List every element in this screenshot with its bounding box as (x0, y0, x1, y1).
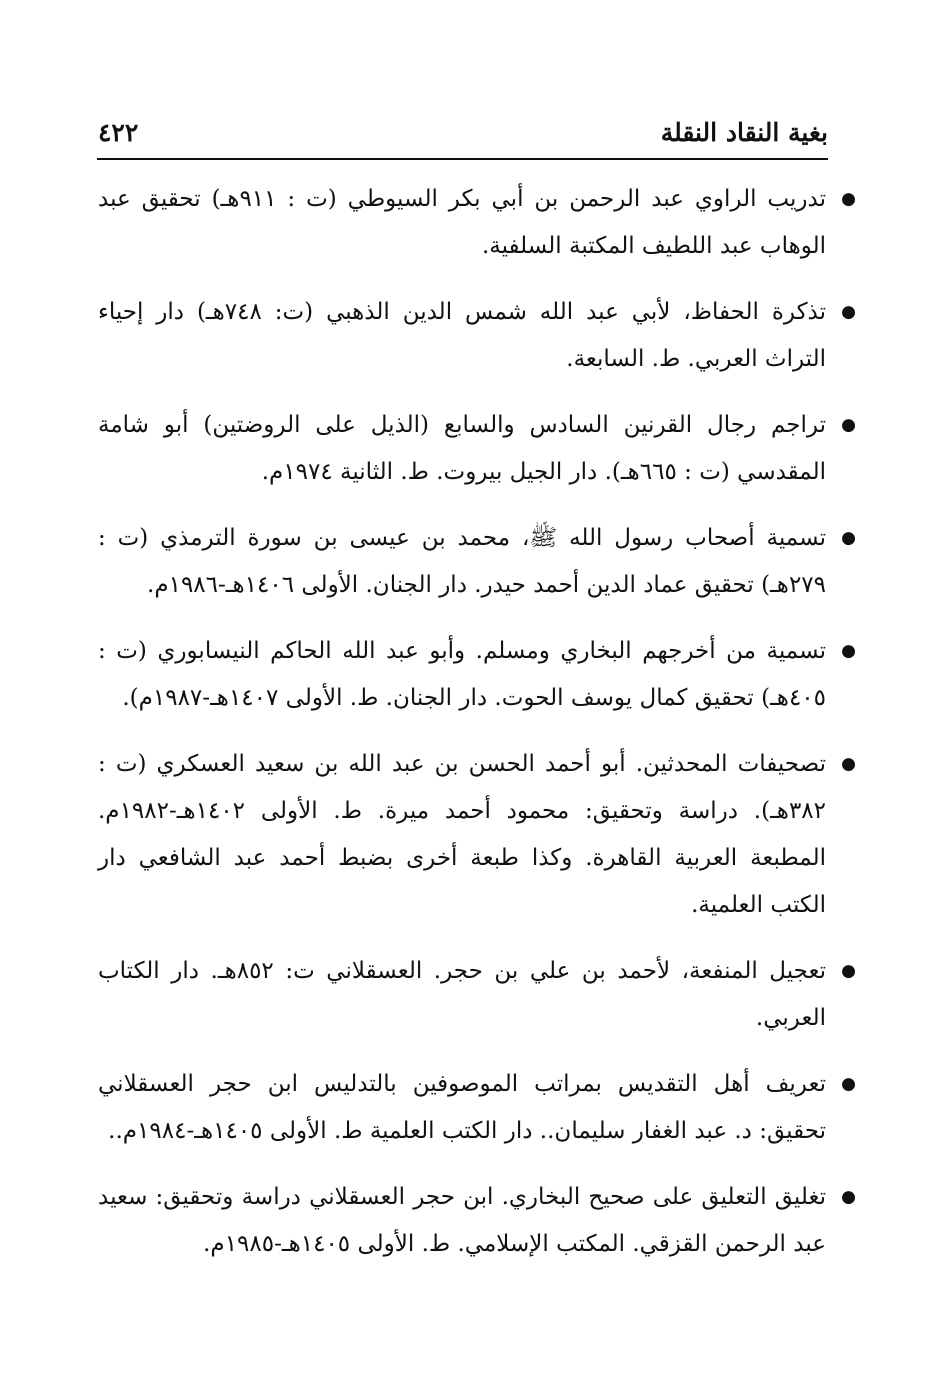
bibliography-entry (98, 628, 856, 722)
bibliography-entry (98, 176, 856, 270)
bibliography-list (98, 176, 856, 1287)
bibliography-entry (98, 515, 856, 609)
bibliography-entry (98, 1174, 856, 1268)
bullet-icon: ● (841, 1187, 856, 1207)
running-head (98, 110, 828, 154)
page-number: ٤٢٢ (98, 117, 139, 147)
bullet-icon: ● (841, 528, 856, 548)
header-rule (97, 158, 828, 160)
bullet-icon: ● (841, 754, 856, 774)
bullet-icon: ● (841, 961, 856, 981)
bibliography-entry (98, 1061, 856, 1155)
bullet-icon: ● (841, 641, 856, 661)
bullet-icon: ● (841, 302, 856, 322)
entry-text: تصحيفات المحدثين. أبو أحمد الحسن بن عبد الله بن سعيد العسكري (ت : ٣٨٢هـ). دراسة وتحقيق: محمود أحمد ميرة. ط. الأولى ١٤٠٢هـ-١٩٨٢م. المطبعة العربية القاهرة. وكذا طبعة أخرى بضبط أحمد عبد الشافعي دار الكتب العلمية. (98, 751, 826, 918)
entry-text: تسمية من أخرجهم البخاري ومسلم. وأبو عبد الله الحاكم النيسابوري (ت : ٤٠٥هـ) تحقيق كمال يوسف الحوت. دار الجنان. ط. الأولى ١٤٠٧هـ-١٩٨٧م). (98, 638, 826, 711)
bullet-icon: ● (841, 415, 856, 435)
bibliography-entry (98, 402, 856, 496)
bibliography-entry (98, 289, 856, 383)
bibliography-entry (98, 948, 856, 1042)
book-title: بغية النقاد النقلة (660, 117, 828, 147)
bullet-icon: ● (841, 189, 856, 209)
bullet-icon: ● (841, 1074, 856, 1094)
entry-text: تدريب الراوي عبد الرحمن بن أبي بكر السيوطي (ت : ٩١١هـ) تحقيق عبد الوهاب عبد اللطيف المكتبة السلفية. (98, 186, 826, 259)
entry-text: تعريف أهل التقديس بمراتب الموصوفين بالتدليس ابن حجر العسقلاني تحقيق: د. عبد الغفار سليمان.. دار الكتب العلمية ط. الأولى ١٤٠٥هـ-١٩٨٤م.. (98, 1071, 826, 1144)
entry-text: تسمية أصحاب رسول الله ﷺ، محمد بن عيسى بن سورة الترمذي (ت : ٢٧٩هـ) تحقيق عماد الدين أحمد حيدر. دار الجنان. الأولى ١٤٠٦هـ-١٩٨٦م. (98, 525, 826, 598)
bibliography-entry (98, 741, 856, 929)
entry-text: تراجم رجال القرنين السادس والسابع (الذيل على الروضتين) أبو شامة المقدسي (ت : ٦٦٥هـ). دار الجيل بيروت. ط. الثانية ١٩٧٤م. (98, 412, 826, 485)
entry-text: تذكرة الحفاظ، لأبي عبد الله شمس الدين الذهبي (ت: ٧٤٨هـ) دار إحياء التراث العربي. ط. السابعة. (98, 299, 827, 372)
entry-text: تعجيل المنفعة، لأحمد بن علي بن حجر. العسقلاني ت: ٨٥٢هـ. دار الكتاب العربي. (98, 958, 826, 1031)
entry-text: تغليق التعليق على صحيح البخاري. ابن حجر العسقلاني دراسة وتحقيق: سعيد عبد الرحمن القزقي. المكتب الإسلامي. ط. الأولى ١٤٠٥هـ-١٩٨٥م. (98, 1184, 826, 1257)
